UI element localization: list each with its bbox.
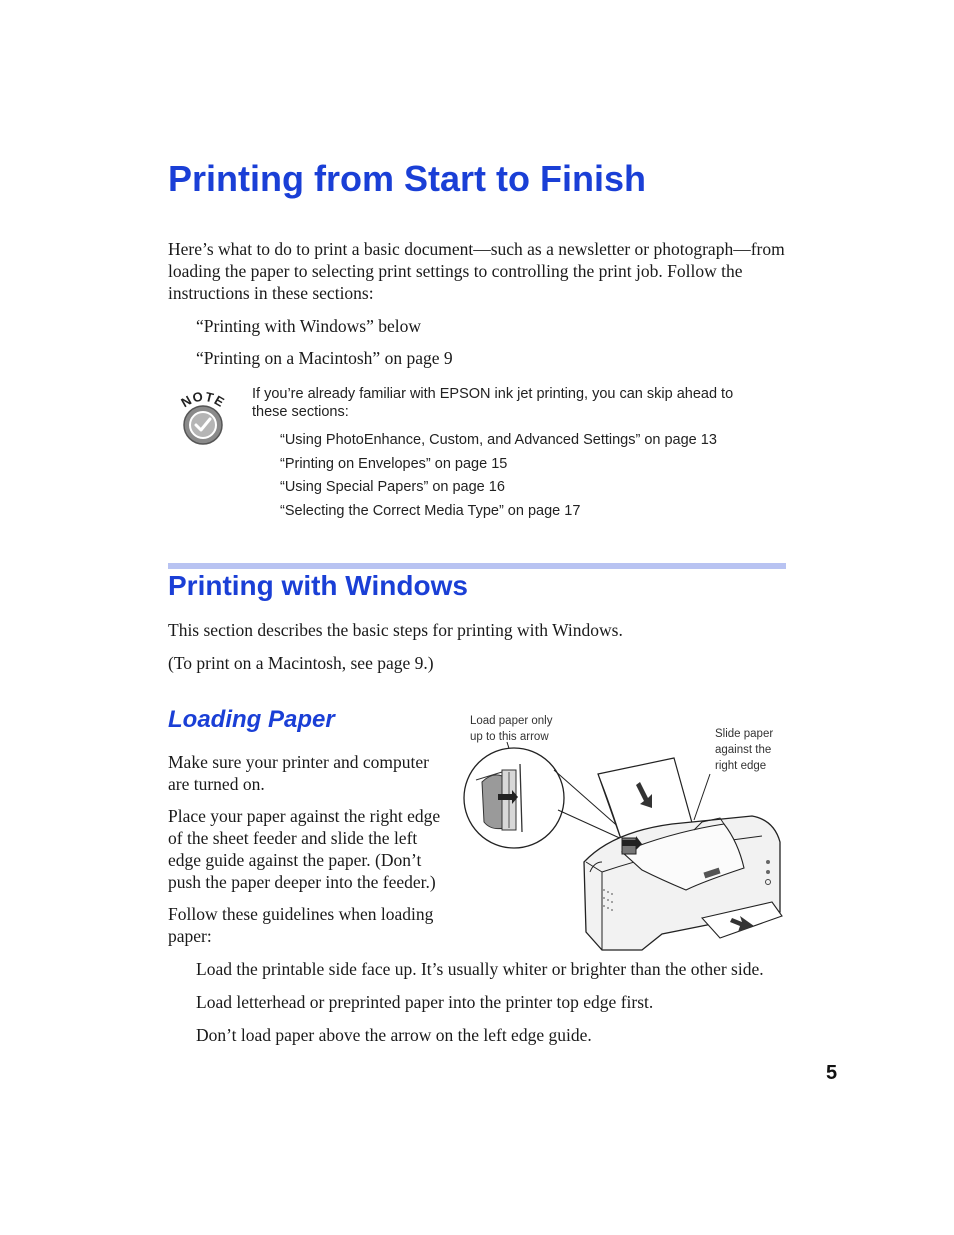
- section-heading-windows: Printing with Windows: [168, 570, 468, 601]
- section-divider: [168, 563, 786, 569]
- note-item: “Printing on Envelopes” on page 15: [280, 456, 508, 472]
- guideline-item: Don’t load paper above the arrow on the left edge guide.: [196, 1025, 592, 1045]
- section-link-macintosh: “Printing on a Macintosh” on page 9: [196, 348, 453, 368]
- loading-paragraph-3: Follow these guidelines when loading paper:: [168, 904, 434, 946]
- note-text: If you’re already familiar with EPSON ink jet printing, you can skip ahead to these sections:: [252, 386, 734, 420]
- note-item: “Selecting the Correct Media Type” on page 17: [280, 503, 581, 519]
- figure-label-arrow-limit: Load paper only up to this arrow: [470, 715, 553, 743]
- note-item: “Using PhotoEnhance, Custom, and Advanced Settings” on page 13: [280, 432, 717, 448]
- intro-paragraph: Here’s what to do to print a basic document—such as a newsletter or photograph—from loading the paper to selecting print settings to controlling the print job. Follow the instructions in these sections:: [168, 239, 785, 303]
- guideline-item: Load letterhead or preprinted paper into the printer top edge first.: [196, 992, 654, 1012]
- note-icon-label: NOTE: [178, 388, 228, 411]
- windows-paragraph-2: (To print on a Macintosh, see page 9.): [168, 653, 434, 673]
- figure-label-right-edge: Slide paper against the right edge: [715, 728, 774, 772]
- note-icon: [178, 388, 228, 448]
- loading-paragraph-2: Place your paper against the right edge of the sheet feeder and slide the left edge guide against the paper. (Don’t push the paper deeper into the feeder.): [168, 806, 441, 892]
- windows-paragraph-1: This section describes the basic steps for printing with Windows.: [168, 620, 623, 640]
- guideline-item: Load the printable side face up. It’s usually whiter or brighter than the other side.: [196, 959, 764, 979]
- page-title: Printing from Start to Finish: [168, 158, 646, 199]
- note-item: “Using Special Papers” on page 16: [280, 479, 505, 495]
- subheading-loading-paper: Loading Paper: [168, 706, 335, 733]
- printer-illustration: [462, 712, 792, 952]
- section-link-windows: “Printing with Windows” below: [196, 316, 421, 336]
- page-number: 5: [826, 1062, 838, 1084]
- loading-paragraph-1: Make sure your printer and computer are turned on.: [168, 752, 429, 794]
